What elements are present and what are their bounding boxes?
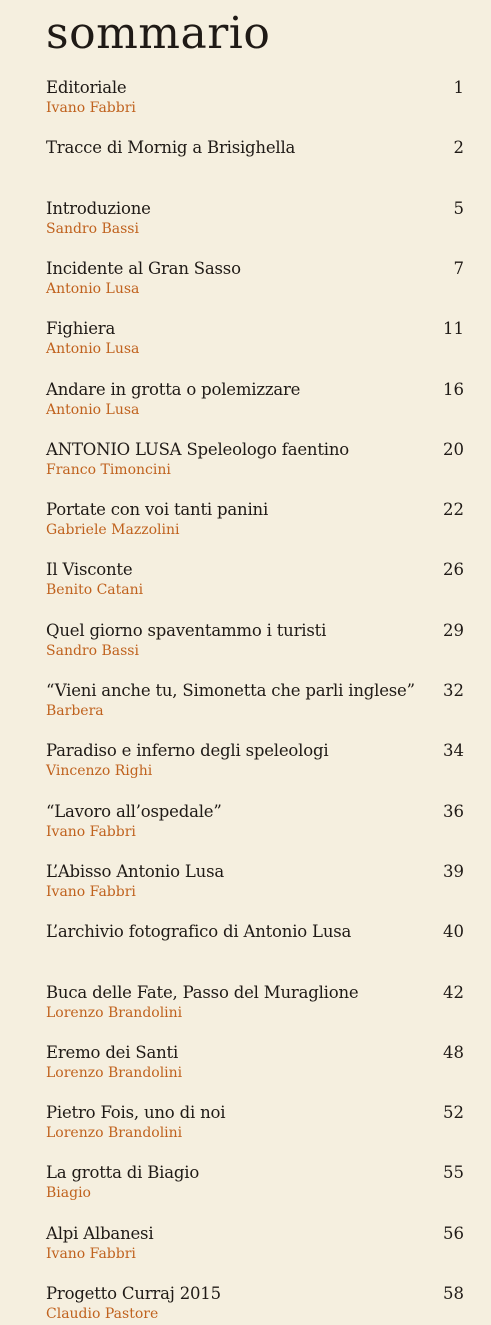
- toc-entry-row: [46, 78, 464, 98]
- toc-entry-author: Antonio Lusa: [46, 341, 140, 358]
- toc-entry-page-number: 1: [453, 78, 464, 97]
- page-title: sommario: [46, 8, 271, 59]
- toc-entry-row: [46, 199, 464, 219]
- toc-entry-title: Eremo dei Santi: [46, 1042, 179, 1062]
- toc-entry-row: [46, 1163, 464, 1183]
- toc-entry-page-number: 32: [443, 681, 464, 700]
- toc-entry[interactable]: [46, 1103, 464, 1142]
- toc-entry[interactable]: [46, 199, 464, 238]
- toc-entry-title: “Vieni anche tu, Simonetta che parli inglese”: [46, 681, 415, 700]
- toc-entry-page-number: 52: [443, 1103, 464, 1123]
- toc-entry-page-number: 26: [443, 560, 464, 580]
- toc-entry-page-number: 11: [443, 319, 464, 339]
- toc-entry-title: Tracce di Mornig a Brisighella: [46, 137, 296, 157]
- toc-entry-row: [46, 1103, 464, 1123]
- toc-entry-row: [46, 500, 464, 520]
- toc-entry-row: [46, 681, 464, 701]
- toc-entry-title: L’archivio fotografico di Antonio Lusa: [46, 922, 352, 942]
- toc-entry-row: [46, 1224, 464, 1244]
- toc-entry-author: Sandro Bassi: [46, 220, 139, 237]
- toc-entry-title: Buca delle Fate, Passo del Muraglione: [46, 982, 359, 1002]
- toc-entry[interactable]: [46, 1043, 464, 1082]
- toc-entry[interactable]: [46, 78, 464, 117]
- toc-entry[interactable]: [46, 560, 464, 599]
- toc-entry-row: [46, 259, 464, 279]
- toc-entry-row: [46, 862, 464, 882]
- toc-entry-author: Biagio: [46, 1185, 91, 1202]
- toc-entry-author: Ivano Fabbri: [46, 883, 136, 900]
- toc-entry[interactable]: [46, 681, 464, 720]
- toc-entry-row: [46, 802, 464, 822]
- toc-entry[interactable]: [46, 138, 464, 158]
- toc-entry-author: Vincenzo Righi: [46, 763, 153, 780]
- toc-entry-page-number: 42: [443, 982, 464, 1002]
- toc-entry-page-number: 48: [443, 1042, 464, 1062]
- toc-entry-title: Paradiso e inferno degli speleologi: [46, 741, 329, 761]
- toc-entry-author: Antonio Lusa: [46, 401, 140, 418]
- toc-entry[interactable]: [46, 1163, 464, 1202]
- toc-entry-author: Ivano Fabbri: [46, 100, 136, 116]
- toc-entry-title: Progetto Curraj 2015: [46, 1284, 221, 1303]
- toc-entry[interactable]: [46, 621, 464, 660]
- toc-entry-title: Fighiera: [46, 319, 116, 339]
- toc-entry[interactable]: [46, 500, 464, 539]
- toc-entry[interactable]: [46, 1284, 464, 1323]
- toc-entry-row: [46, 983, 464, 1003]
- toc-entry-author: Benito Catani: [46, 582, 144, 599]
- toc-entry-row: [46, 621, 464, 641]
- toc-entry-row: [46, 380, 464, 400]
- toc-entry-page-number: 20: [443, 439, 464, 459]
- toc-entry-title: Andare in grotta o polemizzare: [46, 379, 301, 399]
- toc-entry-title: L’Abisso Antonio Lusa: [46, 861, 224, 881]
- toc-entry-title: Quel giorno spaventammo i turisti: [46, 620, 327, 640]
- toc-entry[interactable]: [46, 1224, 464, 1263]
- toc-entry[interactable]: [46, 983, 464, 1022]
- toc-entry[interactable]: [46, 802, 464, 841]
- toc-entry-title: Introduzione: [46, 198, 151, 218]
- toc-entry-author: Lorenzo Brandolini: [46, 1004, 183, 1021]
- toc-entry-row: [46, 1284, 464, 1304]
- toc-entry[interactable]: [46, 741, 464, 780]
- toc-entry[interactable]: [46, 259, 464, 298]
- toc-entry-page-number: 36: [443, 801, 464, 821]
- toc-entry-author: Barbera: [46, 703, 104, 719]
- toc-entry-author: Antonio Lusa: [46, 280, 140, 297]
- toc-entry-page-number: 40: [443, 922, 464, 942]
- toc-entry-title: ANTONIO LUSA Speleologo faentino: [46, 439, 349, 459]
- toc-entry-page-number: 22: [443, 500, 464, 520]
- toc-entry-title: “Lavoro all’ospedale”: [46, 801, 222, 821]
- toc-entry-author: Sandro Bassi: [46, 642, 139, 659]
- toc-entry-page-number: 39: [443, 861, 464, 881]
- toc-entry-page-number: 56: [443, 1223, 464, 1243]
- toc-entry-title: La grotta di Biagio: [46, 1163, 200, 1183]
- toc-entry[interactable]: [46, 862, 464, 901]
- toc-entry-row: [46, 741, 464, 761]
- toc-entry-title: Incidente al Gran Sasso: [46, 258, 241, 278]
- toc-entry[interactable]: [46, 319, 464, 358]
- toc-entry-page-number: 16: [443, 379, 464, 399]
- toc-entry-author: Franco Timoncini: [46, 461, 171, 478]
- toc-entry-title: Editoriale: [46, 78, 127, 97]
- toc-entry-row: [46, 1043, 464, 1063]
- toc-entry-page-number: 29: [443, 620, 464, 640]
- toc-entry-row: [46, 138, 464, 158]
- toc-entry-row: [46, 922, 464, 942]
- toc-entry-page-number: 5: [453, 198, 464, 218]
- toc-entry-title: Pietro Fois, uno di noi: [46, 1103, 226, 1123]
- toc-entry-author: Lorenzo Brandolini: [46, 1125, 183, 1142]
- toc-entry-author: Gabriele Mazzolini: [46, 522, 180, 539]
- toc-entry-author: Ivano Fabbri: [46, 1245, 136, 1262]
- toc-entry-author: Lorenzo Brandolini: [46, 1064, 183, 1081]
- toc-entry-page-number: 55: [443, 1163, 464, 1183]
- toc-entry-row: [46, 319, 464, 339]
- toc-entry-row: [46, 440, 464, 460]
- toc-entry-row: [46, 560, 464, 580]
- toc-entry-author: Claudio Pastore: [46, 1306, 159, 1322]
- toc-entry-title: Alpi Albanesi: [46, 1223, 154, 1243]
- toc-entry-page-number: 7: [453, 258, 464, 278]
- toc-entry-title: Portate con voi tanti panini: [46, 500, 269, 520]
- toc-entry[interactable]: [46, 440, 464, 479]
- toc-entry-page-number: 58: [443, 1284, 464, 1303]
- toc-entry[interactable]: [46, 380, 464, 419]
- toc-entry[interactable]: [46, 922, 464, 942]
- toc-entry-page-number: 2: [453, 137, 464, 157]
- toc-entry-author: Ivano Fabbri: [46, 823, 136, 840]
- toc-entry-page-number: 34: [443, 741, 464, 761]
- toc-entry-title: Il Visconte: [46, 560, 133, 580]
